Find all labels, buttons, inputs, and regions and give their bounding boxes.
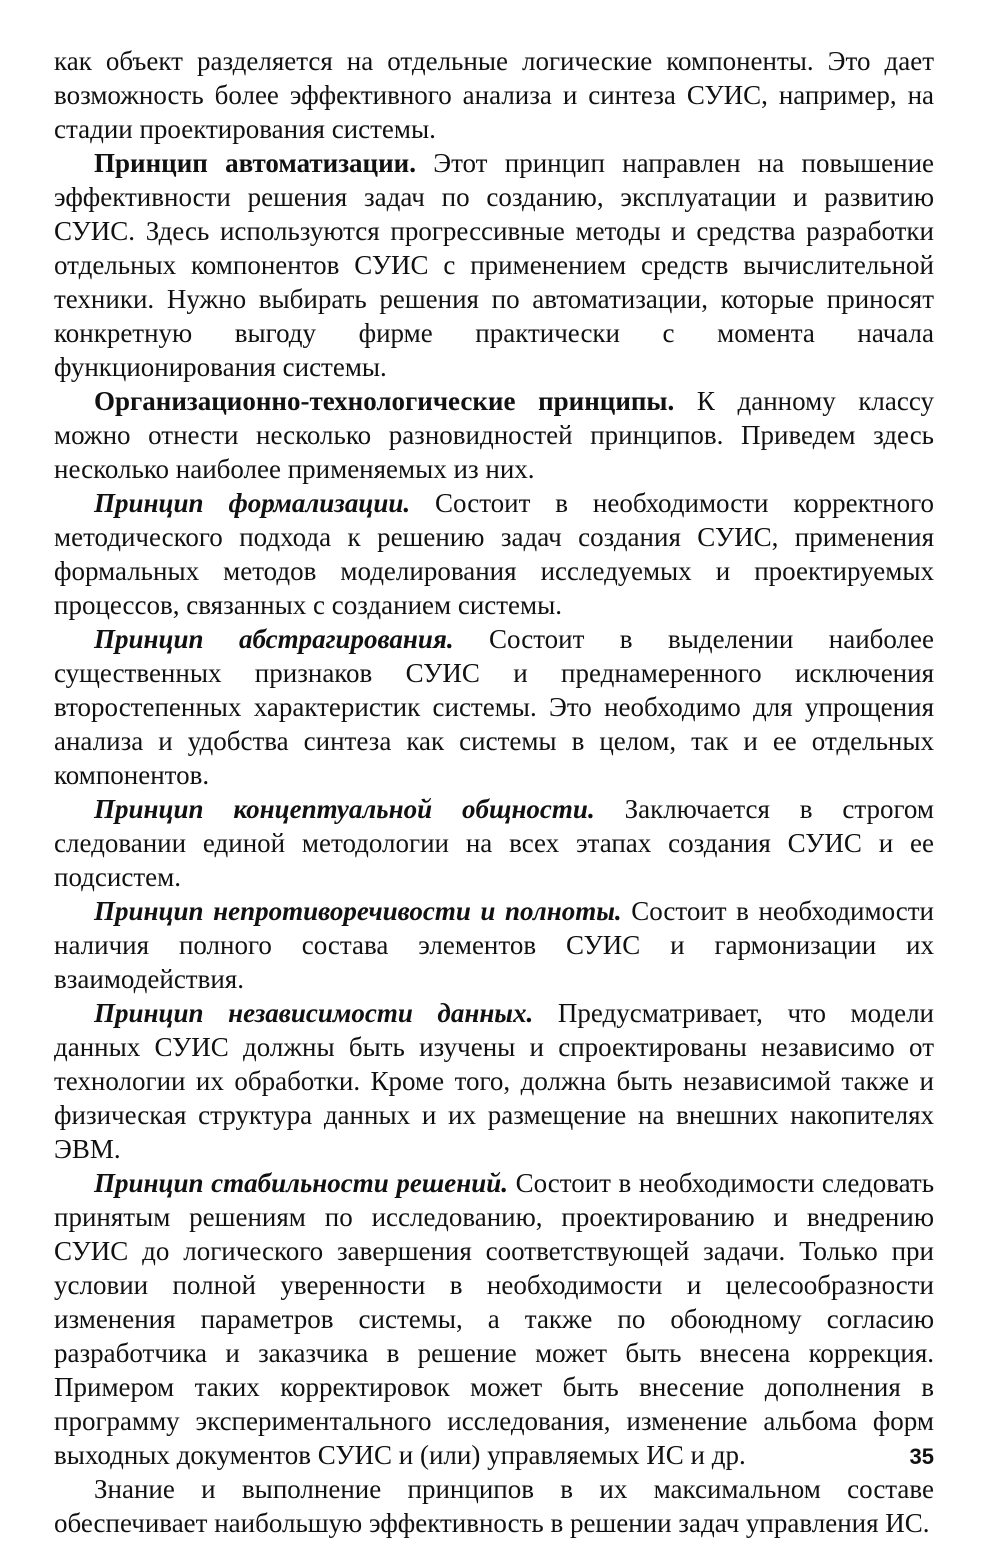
paragraph-lead: Принцип непротиворечивости и полноты. xyxy=(94,896,622,926)
paragraph-formalization-principle xyxy=(54,486,934,622)
paragraph-org-tech-principles xyxy=(54,384,934,486)
paragraph-lead: Принцип абстрагирования. xyxy=(94,624,454,654)
paragraph-text: Состоит в необходимости корректного методического подхода к решению задач создания СУИС, применения формальных методов моделирования исследуемых и проектируемых процессов, связанных с созданием системы. xyxy=(54,488,934,620)
paragraph-text: Этот принцип направлен на повышение эффективности решения задач по созданию, эксплуатации и развитию СУИС. Здесь используются прогрессивные методы и средства разработки отдельных компонентов СУИС с применением средств вычислительной техники. Нужно выбирать решения по автоматизации, которые приносят конкретную выгоду фирме практически с момента начала функционирования системы. xyxy=(54,148,934,382)
paragraph-automation-principle xyxy=(54,146,934,384)
paragraph-text: Состоит в необходимости наличия полного состава элементов СУИС и гармонизации их взаимодействия. xyxy=(54,896,934,994)
paragraph-text: К данному классу можно отнести несколько разновидностей принципов. Приведем здесь несколько наиболее применяемых из них. xyxy=(54,386,935,484)
paragraph-text: Знание и выполнение принципов в их максимальном составе обеспечивает наибольшую эффективность в решении задач управления ИС. xyxy=(54,1474,934,1538)
paragraph-conceptual-unity-principle xyxy=(54,792,934,894)
paragraph-lead: Организационно-технологические принципы. xyxy=(94,386,675,416)
paragraph-abstraction-principle xyxy=(54,622,934,792)
paragraph-lead: Принцип формализации. xyxy=(94,488,411,518)
paragraph-text: как объект разделяется на отдельные логические компоненты. Это дает возможность более эффективного анализа и синтеза СУИС, например, на стадии проектирования системы. xyxy=(54,46,934,144)
paragraph-lead: Принцип автоматизации. xyxy=(94,148,416,178)
page-body xyxy=(54,44,934,1540)
paragraph-conclusion xyxy=(54,1472,934,1540)
page-number: 35 xyxy=(909,1444,934,1469)
paragraph-text: Состоит в необходимости следовать принятым решениям по исследованию, проектированию и внедрению СУИС до логического завершения соответствующей задачи. Только при условии полной уверенности в необходимости и целесообразности изменения параметров системы, а также по обоюдному согласию разработчика и заказчика в решение может быть внесена коррекция. Примером таких корректировок может быть внесение дополнения в программу экспериментального исследования, изменение альбома форм выходных документов СУИС и (или) управляемых ИС и др. xyxy=(54,1168,935,1470)
paragraph-lead: Принцип независимости данных. xyxy=(94,998,534,1028)
paragraph-data-independence-principle xyxy=(54,996,934,1166)
paragraph-consistency-principle xyxy=(54,894,934,996)
paragraph-text: Предусматривает, что модели данных СУИС должны быть изучены и спроектированы независимо от технологии их обработки. Кроме того, должна быть независимой также и физическая структура данных и их размещение на внешних накопителях ЭВМ. xyxy=(54,998,934,1164)
paragraph-text: Заключается в строгом следовании единой методологии на всех этапах создания СУИС и ее подсистем. xyxy=(54,794,934,892)
paragraph-stability-principle xyxy=(54,1166,934,1472)
paragraph-text: Состоит в выделении наиболее существенных признаков СУИС и преднамеренного исключения второстепенных характеристик системы. Это необходимо для упрощения анализа и удобства синтеза как системы в целом, так и ее отдельных компонентов. xyxy=(54,624,934,790)
paragraph-lead: Принцип концептуальной общности. xyxy=(94,794,595,824)
paragraph-lead: Принцип стабильности решений. xyxy=(94,1168,509,1198)
paragraph-intro xyxy=(54,44,934,146)
